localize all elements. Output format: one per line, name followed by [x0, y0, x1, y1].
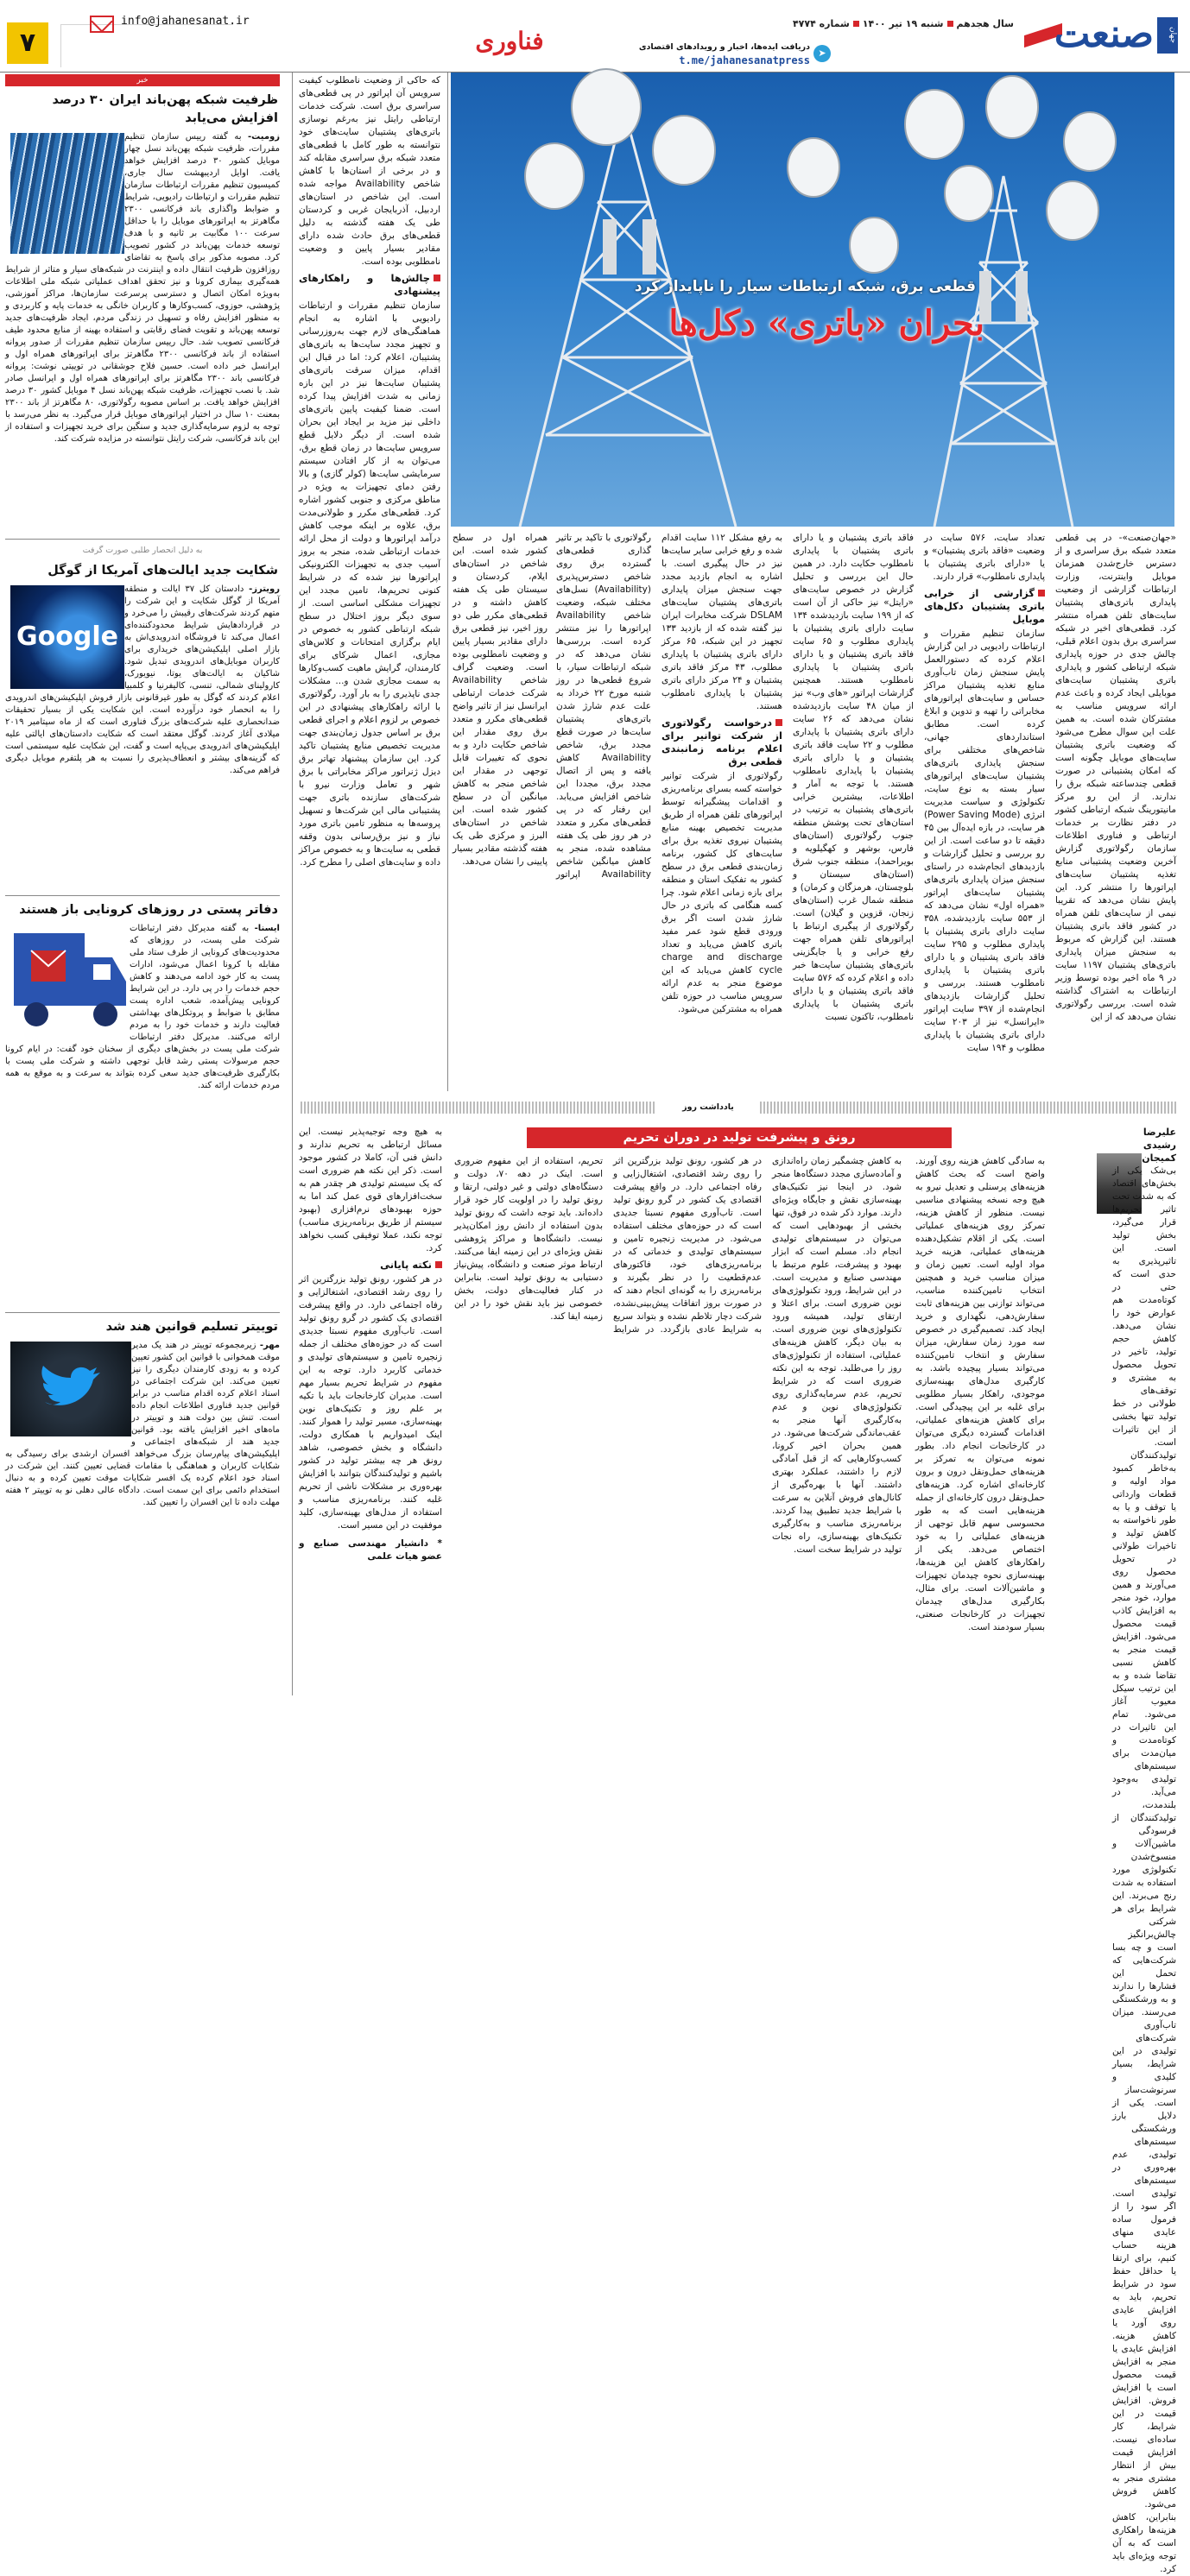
lead-column-6 — [299, 74, 440, 1093]
news-box-label: خبر — [5, 74, 280, 86]
issue-number: شماره ۴۷۷۴ — [792, 18, 850, 29]
news-title[interactable]: توییتر تسلیم قوانین هند شد — [105, 1320, 278, 1334]
lead-text: فاقد باتری پشتیبان و یا دارای باتری پشتیبان با پایداری نامطلوب حکایت دارد. در همین حال این بررسی و تحلیل گزارش در خصوص سایت‌های «رایتل» نیز حاکی از آن است که از ۱۹۹ سایت بازدیدشده ۱۳۴ سایت دارای باتری پشتیبان با پایداری مطلوب و ۶۵ سایت فاقد باتری پشتیبان و یا دارای باتری پشتیبان با پایداری نامطلوب هستند. همچنین گزارشات اپراتور «های وب» نیز از میان ۴۸ سایت بازدیدشده نشان می‌دهد که ۲۶ سایت دارای باتری پشتیبان با پایداری مطلوب و ۲۲ سایت فاقد باتری پشتیبان و یا دارای باتری پشتیبان با پایداری نامطلوب هستند. با توجه به آمار و اطلاعات، بیشترین خرابی باتری‌های پشتیبان به ترتیب در استان‌های تحت پوشش منطقه جنوب رگولاتوری (استان‌های فارس، بوشهر و کهگیلویه و بویراحمد)، منطقه جنوب شرق (استان‌های سیستان و بلوچستان، هرمزگان و کرمان) و منطقه شمال غرب (استان‌های زنجان، قزوین و گیلان) است. رگولاتوری از پیگیری ارتباط با اپراتورهای تلفن همراه جهت رفع خرابی و یا جایگزینی باتری‌های پشتیبان سایت‌ها خبر داده و اعلام کرده که ۵۷۶ سایت فاقد باتری پشتیبان و یا دارای باتری پشتیبان با پایداری نامطلوب، تاکنون نسبت — [793, 533, 915, 1022]
lead-headline: بحران «باتری» دکل‌ها — [668, 303, 984, 344]
news-text: زیرمجموعه توییتر در هند یک مدیر موقت همخوانی با قوانین این کشور تعیین کرده و به زودی کارمندان دیگری را نیز تعیین می‌کند. این شرکت اجتماعی در اسناد اعلام کرده اقدام مناسب در برابر قوانین جدید فناوری اطلاعات انجام داده است. تنش بین دولت هند و توییتر در ماه‌های اخیر افزایش یافته بود. قوانین جدید هند از شبکه‌های اجتماعی و اپلیکیشن‌های پیام‌رسان بزرگ می‌خواهد افسران ارشدی برای رسیدگی به شکایات کاربران و هماهنگی با مقامات قضایی تعیین کنند. این شرکت در اسناد خود اعلام کرده یک افسر شکایات موقت تعیین کرده و به دنبال استخدام دائمی برای این سمت است. دادگاه عالی دهلی نو به توییتر ۲ هفته مهلت داده تا این افسران را تعیین کند. — [5, 1341, 280, 1508]
lead-column-1 — [1055, 532, 1176, 1093]
news-source: ایسنا- — [254, 924, 280, 934]
news-title[interactable]: دفاتر پستی در روزهای کرونایی باز هستند — [19, 903, 278, 917]
lead-column-3 — [793, 532, 914, 1093]
editorial-text: به سادگی کاهش هزینه روی آورند. واضح است که بحث کاهش هزینه‌های پرسنلی و تعدیل نیرو به هیچ وجه نسخه پیشنهادی مناسبی نیست. منظور از کاهش هزینه، تمرکز روی هزینه‌های عملیاتی است. یکی از اقلام تشکیل‌دهنده هزینه‌های عملیاتی، هزینه خرید مواد اولیه است. تعیین زمان و میزان مناسب خرید و همچنین انتخاب تامین‌کننده مناسب، می‌تواند توازنی بین هزینه‌های ثابت سفارش‌دهی، نگهداری و خرید ایجاد کند. تصمیم‌گیری در خصوص سه مورد زمان سفارش، میزان سفارش و انتخاب تامین‌کننده می‌تواند بسیار پیچیده باشد. به کارگیری مدل‌های بهینه‌سازی موجودی، راهکار بسیار مطلوبی برای غلبه بر این پیچیدگی است. برای کاهش هزینه‌های عملیاتی، اقدامات گسترده دیگری می‌توان در کارخانجات انجام داد. بطور نمونه می‌توان به تمرکز بر هزینه‌های حمل‌ونقل درون و برون کارخانه‌ای اشاره کرد. هزینه‌های حمل‌ونقل درون کارخانه‌ای از جمله هزینه‌هایی است که به طور محسوسی سهم قابل توجهی از هزینه‌های عملیاتی را به خود اختصاص می‌دهد. یکی از راهکارهای کاهش این هزینه‌ها، بهینه‌سازی نحوه چیدمان تجهیزات و ماشین‌آلات است. برای مثال، بکارگیری مدل‌های چیدمان تجهیزات در کارخانجات صنعتی، بسیار سودمند است. — [915, 1156, 1045, 1632]
section-divider — [5, 895, 280, 896]
page-header — [0, 0, 1190, 73]
section-title: فناوری — [475, 27, 544, 55]
editorial-text: بی‌شک یکی از بخش‌های اقتصاد که به شدت تحت تاثیر تحریم‌ها قرار می‌گیرد، بخش تولید است. این تاثیرپذیری به حدی است که حتی در کوتاه‌مدت هم عوارض خود را نشان می‌دهد. کاهش حجم تولید، تاخیر در تحویل محصول به مشتری و توقف‌های طولانی در خط تولید تنها بخشی از این تاثیرات است. تولیدکنندگان به‌خاطر کمبود مواد اولیه و قطعات وارداتی یا توقف و یا به طور ناخواسته به کاهش تولید و تاخیرات طولانی در تحویل محصول روی می‌آورند و همین موارد، خود منجر به افزایش کاذب قیمت محصول می‌شود. افزایش قیمت منجر به کاهش نسبی تقاضا شده و به این ترتیب سیکل معیوب آغاز می‌شود. تمام این تاثیرات در کوتاه‌مدت و میان‌مدت برای سیستم‌های تولیدی به‌وجود می‌آید. در بلندمدت، تولیدکنندگان از فرسودگی ماشین‌آلات و منسوخ‌شدن تکنولوژی مورد استفاده به شدت رنج می‌برند. این شرایط برای هر شرکتی چالش‌برانگیز است و چه بسا شرکت‌هایی که تحمل این فشارها را ندارند و به ورشکستگی می‌رسند. میزان تاب‌آوری شرکت‌های تولیدی در این شرایط، بسیار کلیدی و سرنوشت‌ساز است. یکی از دلایل بارز ورشکستگی سیستم‌های تولیدی، عدم بهره‌وری در سیستم‌های تولیدی است. اگر سود را از فرمول ساده عایدی منهای هزینه حساب کنیم، برای ارتقا یا حداقل حفظ سود در شرایط تحریم، باید به افزایش عایدی روی آورد یا کاهش هزینه. افزایش عایدی یا منجر به افزایش قیمت محصول است یا افزایش فروش. افزایش قیمت در این شرایط، کار ساده‌ای نیست. افزایش قیمت بیش از انتظار مشتری منجر به کاهش فروش می‌شود. بنابراین، کاهش هزینه‌ها راهکاری است که به آن توجه ویژه‌ای باید کرد. — [1112, 1165, 1176, 2574]
editorial-text: در هر کشور، رونق تولید بزرگترین اثر را روی رشد اقتصادی، اشتغال‌زایی و رفاه اجتماعی دارد. در واقع پیشرفت اقتصادی یک کشور در گرو رونق تولید است. تاب‌آوری مفهوم نسبتا جدیدی است که در حوزه‌های مختلف استفاده می‌شود. در مدیریت زنجیره تامین و سیستم‌های تولیدی و خدماتی که در برنامه‌ریزی‌های خود، فاکتورهای عدم‌قطعیت را در نظر بگیرند و برنامه‌ریزی را به گونه‌ای انجام دهند که در صورت بروز اتفاقات پیش‌بینی‌نشده، شرکت دچار تلاطم نشده و بتواند سریع به شرایط عادی بازگردد. در شرایط تحریم، استفاده از این مفهوم ضروری است. اینک در دهه ۷۰، دولت و دستگاه‌های دولتی و غیر دولتی، ارتقا و رونق تولید را در اولویت کار خود قرار داده‌اند. باید توجه داشت که رونق تولید بدون استفاده از دانش روز امکان‌پذیر نیست. دانشگاه‌ها و مراکز پژوهشی نقش ویژه‌ای در این زمینه ایفا می‌کنند. ارتباط موثر صنعت و دانشگاه، پیش‌نیاز دستیابی به رونق تولید است. بنابراین در کنار فعالیت‌های دولت، بخش خصوصی نیز باید نقش خود را در این زمینه ایفا کند. — [454, 1156, 762, 1335]
news-item-google[interactable] — [5, 545, 280, 890]
news-item-post[interactable] — [5, 901, 280, 1307]
news-source: رویترز- — [249, 584, 280, 594]
circuit-decoration — [60, 24, 233, 67]
news-title[interactable]: شکایت جدید ایالت‌های آمریکا از گوگل — [47, 563, 278, 578]
page-number: ۷ — [7, 22, 48, 64]
bullet-square — [775, 719, 782, 726]
bullet-square — [435, 1261, 442, 1268]
editorial-column-4 — [454, 1155, 762, 1694]
issue-year: سال هجدهم — [956, 18, 1014, 29]
editorial-column-5 — [299, 1126, 442, 1694]
author-title: دانشیار مهندسی صنایع و عضو هیات علمی — [299, 1538, 442, 1562]
lead-column-4 — [661, 532, 782, 1093]
bullet-square — [1038, 590, 1045, 597]
news-kicker: به دلیل انحصار طلبی صورت گرفت — [82, 546, 203, 555]
editorial-subhead-text: نکته پایانی — [380, 1259, 432, 1271]
mail-icon — [90, 16, 114, 33]
author-signature: * دانشیار مهندسی صنایع و عضو هیات علمی — [299, 1538, 442, 1562]
lead-column-2 — [924, 532, 1045, 1093]
news-text: به گفته رییس سازمان تنظیم مقررات، ظرفیت شبکه پهن‌باند نسل چهار موبایل کشور ۳۰ درصد افزایش خواهد یافت. اوایل اردیبهشت سال جاری، کمیسیون تنظیم مقررات ارتباطات سازمان تنظیم مقررات و ارتباطات رادیویی، شرایط و ضوابط واگذاری باند فرکانسی ۲۳۰۰ مگاهرتز به اپراتورهای موبایل را با حداقل سرعت ۱۰۰ مگابیت بر ثانیه و با هدف توسعه خدمات پهن‌باند در کشور تصویب کرد. مصوبه مذکور برای پاسخ به تقاضای روزافزون ظرفیت انتقال داده و اینترنت در شبکه‌های سیار و متاثر از شرایط همه‌گیری بیماری کرونا و نیز تحقق اهداف عملیاتی شبکه ملی اطلاعات به‌ویژه امکان اتصال و دسترسی پرسرعت سازمان‌ها، مراکز آموزشی، پژوهشی، حوزوی، کسب‌وکارها و کاربران خانگی به خدمات پایه و کاربردی و به منظور افزایش رفاه و تسهیل در زندگی مردم، ایجاد ظرفیت‌های جدید توسعه پهن‌باند و تقویت فضای رقابتی و استفاده بهینه از منابع محدود طیف فرکانسی تصویب شد. حال رییس سازمان تنظیم مقررات از صدور پروانه استفاده از باند فرکانسی ۲۳۰۰ مگاهرتز برای اپراتورهای همراه اول و ایرانسل خبر داده است. حسین فلاح جوشقانی در توییتی نوشت: پروانه فرکانسی باند ۲۳۰۰ مگاهرتز برای اپراتورهای همراه اول و ایرانسل صادر شد. با نصب تجهیزات، ظرفیت شبکه پهن‌باند نسل ۴ موبایل کشور ۳۰ درصد افزایش خواهد یافت. بر اساس مصوبه رگولاتوری، ۸۰ مگاهرتز از باند ۲۳۰۰ بمعنت ۱۰ سال در اختیار اپراتورهای موبایل قرار می‌گیرد. به نظر می‌رسد با توجه به لزوم سرمایه‌گذاری جدید و سنگین برای خرید تجهیزات و استفاده از این باند فرکانسی، شرکت رایتل نتوانسته در مزایده شرکت کند. — [5, 132, 281, 445]
editorial-label: یادداشت روز — [656, 1100, 760, 1115]
telegram-icon: ➤ — [813, 45, 831, 62]
column-rule — [292, 73, 293, 1695]
lead-text: «جهان‌صنعت»- در پی قطعی متعدد شبکه برق سراسری و از دسترس خارج‌شدن همزمان موبایل واینترنت، وزارت ارتباطات گزارشی از وضعیت پایداری باتری‌های پشتیبان سایت‌های تلفن همراه منتشر کرد. قطعی‌های اخیر در شبکه سراسری برق بدون اعلام قبلی، چالش جدی در حوزه پایداری شبکه ارتباطی کشور و پایداری باتری پشتیبان سایت‌های موبایلی ایجاد کرده و باعث عدم ارائه سرویس مناسب به مشترکان شده است. به همین علت این سوال مطرح می‌شود که وضعیت باتری پشتیبان سایت‌های موبایل چگونه است که امکان پشتیبانی در صورت قطعی چندساعته شبکه برق را ندارند. از این رو مرکز مانیتورینگ شبکه ارتباطی کشور در دفتر نظارت بر خدمات ارتباطی و فناوری اطلاعات سازمان رگولاتوری گزارش آخرین وضعیت پشتیبانی منابع تغذیه پشتیبان سایت‌های اپراتورها را منتشر کرد. این پایش نشان می‌دهد که تقریبا نیمی از سایت‌های تلفن همراه در کشور فاقد باتری پشتیبان هستند. این گزارش که مربوط به سنجش میزان پایداری باتری‌های پشتیبان ۱۱۹۷ سایت در ۹ ماه اخیر بوده توسط وزیر ارتباطات به اشتراک گذاشته شده است. بررسی رگولاتوری نشان می‌دهد که از این — [1055, 533, 1177, 1022]
lead-text: که حاکی از وضعیت نامطلوب کیفیت سرویس آن اپراتور در پی قطعی‌های سراسری برق است. شرکت خدمات ارتباطی رایتل نیز به‌رغم نوسازی باتری‌های پشتیبان سایت‌های خود نتوانسته به طور کامل با قطعی‌های متعدد شبکه برق سراسری مقابله کند و در برخی از استان‌ها با کاهش شاخص Availability مواجه شده است. این شاخص در استان‌های اردبیل، آذربایجان غربی و کردستان طی یک هفته گذشته به دلیل قطعی‌های برق حادث شده دارای مقادیر بسیار پایین و وضعیت نامطلوبی بوده است. — [299, 75, 440, 267]
lead-subhead-text: گزارشی از خرابی باتری پشتیبان دکل‌های موبایل — [924, 587, 1045, 625]
twitter-photo — [10, 1342, 131, 1436]
section-divider — [5, 1312, 280, 1313]
logo-wordmark: صنعت — [1054, 12, 1154, 56]
editorial-column-1 — [1059, 1126, 1176, 2574]
lead-text: رگولاتوری از شرکت توانیر خواسته کسه بسرای برنامه‌ریزی و اقدامات پیشگیرانه توسط اپراتورهای تلفن همراه از طریق مدیریت تخصیص بهینه منابع پشتیبان نیروی تغذیه برق برای سایت‌های کل کشور، برنامه زمان‌بندی قطعی برق در سطح کشور به تفکیک استان و منطقه برای بازه زمانی اعلام شود. چرا کسه هنگامی که باتری در حال شارژ شدن است اگر برق ورودی قطع شود عمر مفید باتری کاهش می‌یابد و تعداد charge and discharge cycle کاهش می‌یابد که این موضوع منجر به عدم ارائه سرویس مناسب در حوزه تلفن همراه به مشترکین می‌شود. — [661, 771, 782, 1014]
lead-text: به رفع مشکل ۱۱۲ سایت اقدام شده و رفع خرابی سایر سایت‌ها نیز در حال پیگیری است. با اشاره به انجام بازدید مجدد جهت سنجش میزان پایداری باتری‌های پشتیبان سایت‌های DSLAM شرکت مخابرات ایران نیز گفته شده که از بازدید ۱۳۳ تجهیز در این شبکه، ۶۵ مرکز دارای باتری پشتیبان با پایداری مطلوب، ۴۳ مرکز فاقد باتری پشتیبان و ۲۴ مرکز دارای باتری پشتیبان با پایداری نامطلوب هستند. — [661, 533, 783, 711]
contact-email[interactable]: info@jahanesanat.ir — [121, 15, 250, 28]
editorial-text: در هر کشور، رونق تولید بزرگترین اثر را روی رشد اقتصادی، اشتغالزایی و رفاه اجتماعی دارد. در واقع پیشرفت اقتصادی یک کشور در گرو رونق تولید است. تاب‌آوری مفهوم نسبتا جدیدی است که در حوزه‌های مختلف از جمله زنجیره تامین و سیستم‌های تولیدی و خدماتی کاربرد دارد. توجه به این مفهوم در شرایط تحریم بسیار مهم است. مدیران کارخانجات باید با تکیه بر علم روز و تکنیک‌های نوین بهینه‌سازی، مسیر تولید را هموار کنند. اینک امیدواریم با همکاری دولت، دانشگاه و بخش خصوصی، شاهد رونق هر چه بیشتر تولید در کشور باشیم و تولیدکنندگان بتوانند با افزایش بهره‌وری بر مشکلات ناشی از تحریم غلبه کنند. برنامه‌ریزی مناسب و استفاده از مدل‌های بهینه‌سازی، کلید موفقیت در این مسیر است. — [299, 1274, 442, 1531]
editorial-text: به هیچ وجه توجیه‌پذیر نیست. این مسائل ارتباطی به تحریم ندارند و دانش فنی آن، کاملا در کشور موجود است. ذکر این نکته هم ضروری است که یک سیستم تولیدی هر چقدر هم به سخت‌افزارهای قوی عمل کند اما به حوزه بهبودهای نرم‌افزاری (بهبود سیستم از طریق برنامه‌ریزی مناسب) توجه نکند، عملا توفیقی کسب نخواهد کرد. — [299, 1127, 442, 1253]
lead-subhead — [924, 587, 1045, 626]
news-source: مهر- — [259, 1341, 280, 1351]
lead-text: تعداد سایت، ۵۷۶ سایت در وضعیت «فاقد باتری پشتیبان» و یا «دارای باتری پشتیبان با پایداری نامطلوب» قرار دارند. — [924, 533, 1045, 582]
truck-illustration — [10, 925, 130, 1035]
lead-subhead-text: درخواست رگولاتوری از شرکت توانیر برای اعلام برنامه زمانبندی قطعی برق — [661, 717, 782, 767]
section-divider — [5, 539, 280, 540]
editorial-subhead — [299, 1259, 442, 1272]
tower-photo — [451, 73, 1174, 527]
truck-icon — [10, 925, 130, 1035]
issue-date: شنبه ۱۹ تیر ۱۴۰۰ — [862, 18, 944, 29]
telegram-label: دریافت ایده‌ها، اخبار و رویدادهای اقتصادی — [638, 42, 810, 52]
separator-square — [853, 21, 859, 27]
news-sidebar — [5, 74, 280, 1664]
editorial-title[interactable]: رونق و پیشرفت تولید در دوران تحریم — [527, 1127, 952, 1148]
lead-kicker: قطعی برق، شبکه ارتباطات سیار را ناپایدار کرد — [634, 278, 976, 295]
twitter-bird-icon — [10, 1342, 131, 1436]
news-title[interactable]: ظرفیت شبکه پهن‌باند ایران ۳۰ درصد افزایش می‌یابد — [52, 93, 278, 126]
lead-column-5 — [453, 532, 651, 1093]
news-item-broadband[interactable] — [5, 92, 280, 534]
cables-photo — [10, 133, 124, 254]
separator-square — [947, 21, 953, 27]
google-photo: Google — [10, 585, 124, 689]
telegram-link[interactable]: t.me/jahanesanatpress — [679, 54, 810, 66]
newspaper-logo[interactable] — [1024, 12, 1178, 57]
author-name: علیرضا رشیدی کمیجان — [1142, 1127, 1176, 1164]
issue-info — [793, 17, 1014, 31]
lead-subhead-text: چالش‌ها و راهکارهای پیشنهادی — [299, 272, 440, 297]
news-source: زومیت- — [248, 132, 280, 142]
column-rule — [447, 73, 448, 1091]
lead-text: سازمان تنظیم مقررات و ارتباطات رادیویی با اشاره به انجام هماهنگی‌های لازم جهت به‌روزرسانی و تجهیز مجدد سایت‌ها به باتری‌های پشتیبان، اعلام کرد: اما در قبال این اقدام، میزان سرقت باتری‌های پشتیبان سایت‌ها نیز در این بازه زمانی به شدت افزایش پیدا کرده است. ضمنا کیفیت پایین باتری‌های داخلی نیز مزید بر ایجاد این بحران شده است. از دیگر دلایل قطع سرویس سایت‌ها در زمان قطع برق، می‌توان به از کار افتادن سیستم سرمایشی سایت‌ها (کولر گازی) و بالا رفتن دمای تجهیزات به ویژه در مناطق مرکزی و جنوبی کشور اشاره کرد. قطعی‌های مکرر و طولانی‌مدت برق، علاوه بر اینکه موجب کاهش درآمد اپراتورها و دولت از محل ارائه خدمات ارتباطی شده، منجر به بروز آسیب جدی به تجهیزات الکترونیکی اپراتورها نیز شده که در شرایط کنونی تحریم‌ها، تامین مجدد این تجهیزات مشکلی اساسی است. از سوی دیگر بروز اختلال در سطح شبکه ارتباطی کشور به خصوص در ایام برگزاری امتحانات و کلاس‌های مجازی، اعمال شرکای برای کارمندان، گرایش ماهیت کسب‌وکارها به سمت مجازی شدن و... مشکلات جدی ناپذیری را به بار آورد. رگولاتوری با ارائه راهکارهای پیشنهادی در این خصوص بر لزوم اعلام و اجرای قطعی برق بر اساس جدول زمان‌بندی جهت مدیریت تخصیص منابع پشتیبان تاکید کرد. این سازمان پیشنهاد تهاتر برق دیزل ژنراتور مراکز مخابراتی با برق شهر و تعامل وزارت نیرو با شرکت‌های سازنده باتری جهت پشتیبانی مالی این شرکت‌ها و تسهیل پروسه‌ها به منظور تامین باتری مورد نیاز و نیز برق‌رسانی بدون وقفه قطعی به سایت‌ها و به خصوص مراکز داده و سایت‌های اصلی را مطرح کرد. — [299, 300, 440, 868]
lead-subhead — [299, 272, 440, 298]
editorial-text: به کاهش چشمگیر زمان راه‌اندازی و آماده‌سازی مجدد دستگاه‌ها منجر شود. در اینجا نیز تکنیک‌های بهینه‌سازی نقش و جایگاه ویژه‌ای دارند. موارد ذکر شده در فوق، تنها بخشی از بهبودهایی است که می‌توان در سیستم‌های تولیدی انجام داد. مسلم است که ابزار بهبود و پیشرفت، علوم مرتبط با مهندسی صنایع و مدیریت است. در این شرایط، ورود تکنولوژی‌های نوین ضروری است. برای اعتلا و ارتقای تولید، همیشه ورود تکنولوژی‌های نوین ضروری است. به بیان دیگر، کاهش هزینه‌های عملیاتی، استفاده از تکنولوژی‌های روز را می‌طلبد. توجه به این نکته ضروری است که در شرایط تحریم، عدم سرمایه‌گذاری روی تکنولوژی‌های نوین و عدم به‌کارگیری آنها منجر به عقب‌ماندگی شرکت‌ها می‌شود. در همین بحران اخیر کرونا، کسب‌وکارهایی که از قبل آمادگی لازم را داشتند، عملکرد بهتری داشتند. آنها با بهره‌گیری از کانال‌های فروش آنلاین به سرعت با شرایط جدید تطبیق پیدا کردند. برنامه‌ریزی مناسب و به‌کارگیری تکنیک‌های بهینه‌سازی، راه نجات تولید در شرایط سخت است. — [772, 1156, 902, 1555]
telegram-channel[interactable] — [620, 41, 826, 68]
editorial-column-2 — [915, 1155, 1045, 1694]
news-text: دادستان کل ۳۷ ایالت و منطقه آمریکا از گوگل شکایت و این شرکت را متهم کردند شرکت‌های رقیبش را می‌خرد و در قراردادهایش شرایط محدودکننده‌ای اعمال می‌کند تا فروشگاه اندرویدی‌اش به بازار اصلی اپلیکیشن‌های خریداری برای کاربران موبایل‌های اندرویدی تبدیل شود. شاکیان به ایالت‌های یوتا، نیویورک، کارولینای شمالی، تنسی، کالیفرنیا و کلمبیا اعلام کردند که گوگل به طور غیرقانونی بازار فروش اپلیکیشن‌های اندرویدی را به انحصار خود درآورده است. این شکایت یکی از بسیار تحقیقات ضدانحصاری علیه شرکت‌های بزرگ فناوری است که از ماه سپتامبر ۲۰۱۹ میلادی آغاز کردند. گوگل معتقد است که شکایت دادستان‌های ایالتی علیه اپلیکیشن‌های اندرویدی بی‌پایه است و گفت، این شکایت علیه سیستمی است که گزینه‌های بیشتر و انعطاف‌پذیری را نسبت به هر پلتفرم موبایل دیگری فراهم می‌کند. — [5, 584, 280, 775]
logo-side-label: جهان — [1157, 17, 1178, 54]
lead-subhead — [661, 717, 782, 768]
lead-text: سازمان تنظیم مقررات و ارتباطات رادیویی در این گزارش اعلام کرده که دستورالعمل پایش سنجش زمان تاب‌آوری منابع تغذیه پشتیبان مراکز حساس و سایت‌های اپراتورهای مخابراتی را تهیه و تدوین و ابلاغ کرده است. مطابق استانداردهای جهانی، شاخص‌های مختلفی برای سنجش پایداری باتری‌های پشتیبان سایت‌های اپراتورهای سیار بسته به نوع سایت، تکنولوژی و سیاست مدیریت انرژی (Power Saving Mode) هر سایت، در بازه ایده‌آل بین ۴۵ دقیقه تا دو ساعت است. از این رو بررسی و تحلیل گزارشات و بازدیدهای انجام‌شده در راستای سنجش میزان پایداری باتری‌های پشتیبان سایت‌های اپراتور «همراه اول» نشان می‌دهد که از ۵۵۳ سایت بازدیدشده، ۳۵۸ سایت دارای باتری پشتیبان با پایداری مطلوب و ۲۹۵ سایت فاقد باتری پشتیبان و یا دارای باتری پشتیبان با پایداری نامطلوب هستند. بررسی و تحلیل گزارشات بازدیدهای انجام‌شده از ۳۹۷ سایت اپراتور «ایرانسل» نیز از ۲۰۳ سایت دارای باتری پشتیبان با پایداری مطلوب و ۱۹۴ سایت — [924, 628, 1046, 1053]
editorial-column-3 — [772, 1155, 902, 1694]
bullet-square — [434, 275, 440, 281]
news-text: به گفته مدیرکل دفتر ارتباطات شرکت ملی پست، در روزهای که محدودیت‌های کرونایی از طرف ستاد ملی مقابله با کرونا اعمال می‌شود، ادارات پست به کار خود ادامه می‌دهند و کاهش حجم خدمات را در پی دارد. در این شرایط کرونایی پیش‌آمده، شعب اداره پست مطابق با ضوابط و پروتکل‌های بهداشتی فعالیت دارند و خدمات خود را به مردم ارائه می‌کنند. مدیرکل دفتر ارتباطات شرکت ملی پست در بخش‌های دیگری از سخنان خود گفت: در ایام کرونا حجم مرسولات پستی رشد قابل توجهی داشته و شرکت ملی پست با بکارگیری ظرفیت‌های جدید سعی کرده بتواند به سرعت و به موقع به همه مردم خدمات ارائه کند. — [5, 924, 280, 1091]
lead-text: رگولاتوری با تاکید بر تاثیر گذاری قطعی‌های گسترده برق روی شاخص دسترس‌پذیری (Availability) نسل‌های مختلف شبکه، وضعیت شاخص Availability اپراتورها را نیز منتشر کرده است. بررسی‌ها نشان می‌دهد که در شبکه ارتباطات سیار، با شروع قطعی‌ها در روز شنبه مورخ ۲۲ خرداد به علت عدم شارژ شدن باتری‌های پشتیبان سایت‌ها در صورت قطع مجدد برق، شاخص Availability کاهش یافته و پس از اتصال مجدد برق، مجددا این شاخص افزایش می‌یابد. این رفتار که در پی قطعی‌های مکرر و متعدد در هر روز طی یک هفته مشاهده شده، منجر به کاهش میانگین شاخص Availability اپراتور همراه اول در سطح کشور شده است. این شاخص در استان‌های ایلام، کردستان و سیستان طی یک هفته کاهش داشته و در قطعی‌های مکرر طی دو روز اخیر، نیز قطعی برق دارای مقادیر بسیار پایین و وضعیت نامطلوبی بوده است. وضعیت گراف شاخص Availability شرکت خدمات ارتباطی ایرانسل نیز از تاثیر واضح قطعی‌های مکرر و متعدد برق روی مقدار این شاخص حکایت دارد و به نحوی که تغییرات قابل توجهی در مقدار این شاخص منجر به کاهش میانگین آن در سطح کشور شده است. این شاخص در استان‌های البرز و مرکزی طی یک هفته گذشته مقادیر بسیار پایینی را نشان می‌دهد. — [453, 533, 651, 880]
news-item-twitter[interactable] — [5, 1318, 280, 1664]
